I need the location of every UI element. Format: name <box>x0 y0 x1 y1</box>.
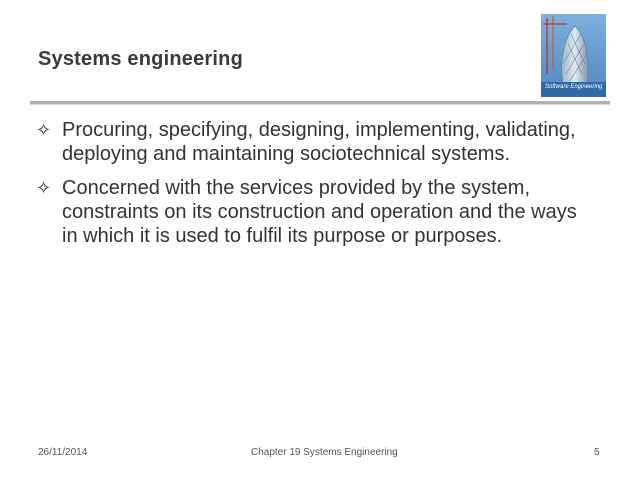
bullet-list <box>36 118 596 258</box>
bullet-text: Concerned with the services provided by the system, constraints on its construction and operation and the ways in which it is used to fulfil its purpose or purposes. <box>62 177 577 247</box>
book-cover-image <box>541 14 606 97</box>
bullet-item <box>36 118 596 166</box>
footer-chapter: Chapter 19 Systems Engineering <box>251 447 398 458</box>
star-bullet-icon: ✧ <box>36 120 52 141</box>
book-cover-title: Software Engineering <box>545 84 603 90</box>
slide-title: Systems engineering <box>38 48 243 70</box>
footer-page-number: 5 <box>594 447 600 458</box>
footer-date: 26/11/2014 <box>38 447 88 458</box>
bullet-text: Procuring, specifying, designing, implementing, validating, deploying and maintaining sociotechnical systems. <box>62 119 576 165</box>
bullet-item <box>36 176 596 248</box>
star-bullet-icon: ✧ <box>36 178 52 199</box>
title-divider-shadow <box>30 104 610 105</box>
